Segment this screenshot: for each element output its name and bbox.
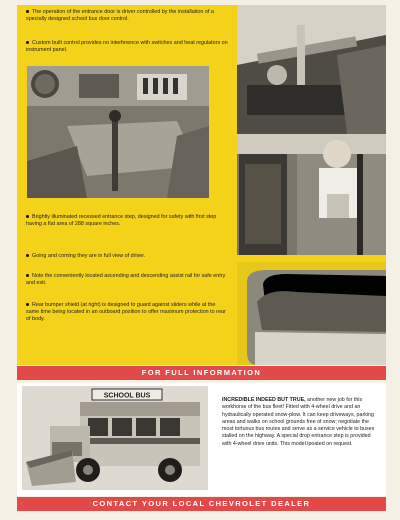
dealer-band: CONTACT YOUR LOCAL CHEVROLET DEALER (17, 497, 386, 511)
dashboard-illustration (27, 66, 209, 198)
description-lead: INCREDIBLE INDEED BUT TRUE, (222, 397, 306, 403)
bullet-dot-icon (26, 274, 29, 277)
dashboard-photo (27, 66, 209, 198)
driver-entrance-photo (237, 134, 386, 255)
bumper-shield-illustration (237, 262, 386, 365)
bullet-door-control (26, 9, 228, 23)
school-bus-photo (22, 386, 208, 490)
info-band: FOR FULL INFORMATION (17, 366, 386, 380)
bullet-assist-rail (26, 273, 228, 287)
bullet-dot-icon (26, 10, 29, 13)
bullet-text: Going and coming they are in full view of driver. (32, 253, 146, 259)
bullet-text: The operation of the entrance door is driver controlled by the installation of a specially designed school bus door control. (26, 9, 214, 23)
bullet-dot-icon (26, 41, 29, 44)
driver-entrance-illustration (237, 134, 386, 255)
bus-sign-text: SCHOOL BUS (103, 392, 151, 400)
bullet-dot-icon (26, 254, 29, 257)
bullet-text: Custom built control provides no interference with switches and heat regulators on instrument panel. (26, 40, 228, 54)
bullet-text: Brightly illuminated recessed entrance step, designed for safety with first step having a flat area of 288 square inches. (26, 214, 217, 228)
bullet-entrance-step (26, 214, 228, 228)
bumper-shield-photo (237, 262, 386, 365)
door-mechanism-illustration (237, 5, 386, 134)
bullet-text: Rear bumper shield (at right) is designed to guard against sliders while at the same time being located in an outboard position to offer maximum protection to rear of body. (26, 302, 226, 323)
description-body: another new job for this workhorse of the bus fleet! Fitted with 4-wheel drive and an hydraulically operated snow-plow. It can keep driveways, parking areas and walks on school grounds free of snow; negotiate the most tortuous bus routes and serve as a service vehicle to buses stalled on the highway. A special drop entrance step is provided with 4-wheel drive units. This model ipoated on request. (222, 397, 375, 447)
bullet-text: Note the conveniently located ascending and descending assist rail for safe entry and exit. (26, 273, 226, 287)
bullet-custom-control (26, 40, 228, 54)
bullet-bumper-shield (26, 302, 228, 324)
door-mechanism-photo (237, 5, 386, 134)
bullet-dot-icon (26, 215, 29, 218)
school-bus-illustration (22, 386, 208, 490)
bullet-dot-icon (26, 303, 29, 306)
bus-description (222, 397, 377, 448)
bullet-view-driver (26, 253, 228, 260)
